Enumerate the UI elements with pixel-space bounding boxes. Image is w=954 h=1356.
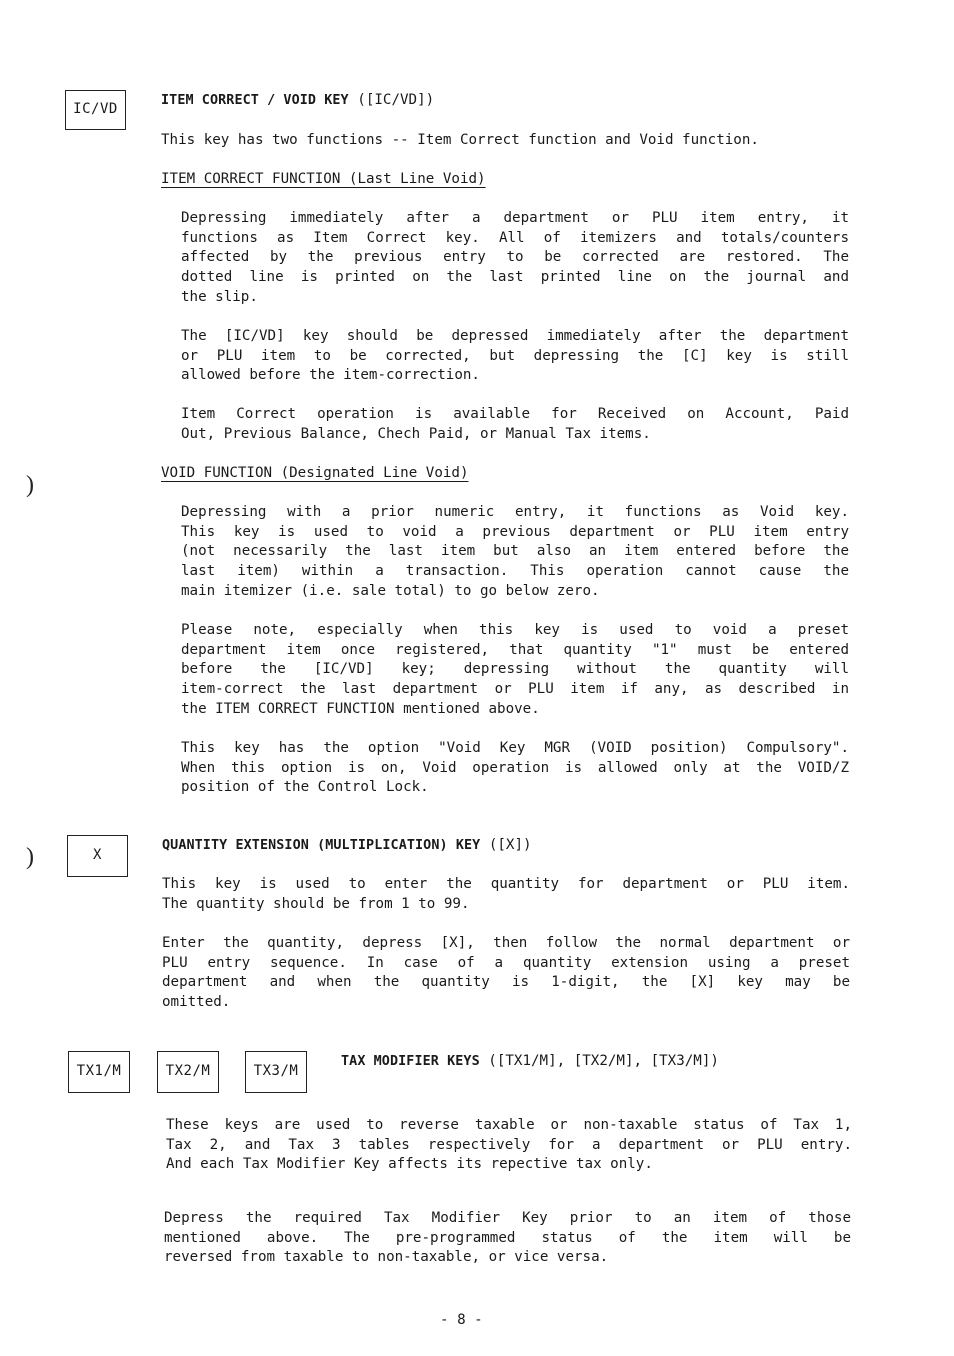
text-line: the slip. [181, 288, 258, 305]
x-key-box: X [67, 835, 128, 877]
ic-vd-key-box: IC/VD [65, 90, 126, 130]
tax-paragraph-2 [164, 1209, 851, 1268]
text-line: department and when the quantity is 1-digit, the [X] key may be [162, 974, 850, 991]
heading-key: ([TX1/M], [TX2/M], [TX3/M]) [479, 1053, 719, 1069]
text-line: When this option is on, Void operation is allowed only at the VOID/Z [181, 759, 849, 776]
void-paragraph-1 [181, 503, 849, 602]
margin-mark: ) [26, 844, 34, 870]
text-line: PLU entry sequence. In case of a quantity extension using a preset [162, 954, 850, 971]
tx1-key-box: TX1/M [68, 1051, 130, 1093]
tx3-key-box: TX3/M [245, 1051, 307, 1093]
text-line: This key is used to enter the quantity for department or PLU item. [162, 876, 850, 892]
text-line: Enter the quantity, depress [X], then follow the normal department or [162, 935, 850, 951]
page-number: - 8 - [440, 1312, 483, 1328]
text-line: before the [IC/VD] key; depressing without the quantity will [181, 661, 849, 678]
text-line: functions as Item Correct key. All of itemizers and totals/counters [181, 229, 849, 246]
item-correct-function-subheading: ITEM CORRECT FUNCTION (Last Line Void) [161, 171, 486, 187]
text-line: Depressing with a prior numeric entry, it functions as Void key. [181, 504, 849, 520]
quantity-paragraph-2 [162, 934, 850, 1013]
heading-title: ITEM CORRECT / VOID KEY [161, 93, 349, 108]
tax-modifier-heading [341, 1052, 719, 1072]
text-line: Out, Previous Balance, Chech Paid, or Manual Tax items. [181, 425, 651, 442]
text-line: This key is used to void a previous department or PLU item entry [181, 523, 849, 540]
text-line: omitted. [162, 994, 231, 1011]
text-line: The [IC/VD] key should be depressed immediately after the department [181, 328, 849, 344]
text-line: Depressing immediately after a department or PLU item entry, it [181, 210, 849, 226]
section1-intro: This key has two functions -- Item Correct function and Void function. [161, 132, 759, 148]
item-correct-paragraph-3 [181, 405, 849, 444]
text-line: department item once registered, that quantity "1" must be entered [181, 641, 849, 658]
item-correct-paragraph-1 [181, 209, 849, 308]
heading-title: QUANTITY EXTENSION (MULTIPLICATION) KEY [162, 838, 481, 853]
text-line: position of the Control Lock. [181, 779, 429, 796]
text-line: allowed before the item-correction. [181, 367, 480, 384]
text-line: mentioned above. The pre-programmed status of the item will be [164, 1229, 851, 1246]
text-line: Please note, especially when this key is used to void a preset [181, 622, 849, 638]
void-function-subheading: VOID FUNCTION (Designated Line Void) [161, 465, 469, 481]
void-paragraph-2 [181, 621, 849, 720]
text-line: The quantity should be from 1 to 99. [162, 895, 470, 912]
heading-key: ([IC/VD]) [348, 92, 435, 108]
text-line: reversed from taxable to non-taxable, or vice versa. [164, 1249, 609, 1266]
margin-mark: ) [26, 472, 34, 498]
text-line: These keys are used to reverse taxable or non-taxable status of Tax 1, [166, 1117, 852, 1133]
quantity-paragraph-1 [162, 875, 850, 914]
tx2-key-box: TX2/M [157, 1051, 219, 1093]
item-correct-paragraph-2 [181, 327, 849, 386]
text-line: the ITEM CORRECT FUNCTION mentioned above. [181, 700, 540, 717]
text-line: main itemizer (i.e. sale total) to go below zero. [181, 582, 600, 599]
text-line: Depress the required Tax Modifier Key prior to an item of those [164, 1210, 851, 1226]
text-line: This key has the option "Void Key MGR (VOID position) Compulsory". [181, 740, 849, 756]
heading-key: ([X]) [480, 837, 532, 853]
heading-title: TAX MODIFIER KEYS [341, 1054, 480, 1069]
void-paragraph-3 [181, 739, 849, 798]
text-line: dotted line is printed on the last printed line on the journal and [181, 269, 849, 286]
text-line: affected by the previous entry to be corrected are restored. The [181, 249, 849, 266]
text-line: or PLU item to be corrected, but depressing the [C] key is still [181, 347, 849, 364]
tax-paragraph-1 [166, 1116, 852, 1175]
text-line: (not necessarily the last item but also an item entered before the [181, 543, 849, 560]
text-line: Item Correct operation is available for Received on Account, Paid [181, 406, 849, 422]
quantity-extension-heading [162, 836, 532, 856]
item-correct-void-heading [161, 91, 434, 111]
text-line: item-correct the last department or PLU item if any, as described in [181, 681, 849, 698]
text-line: And each Tax Modifier Key affects its repective tax only. [166, 1156, 653, 1173]
text-line: last item) within a transaction. This operation cannot cause the [181, 563, 849, 580]
text-line: Tax 2, and Tax 3 tables respectively for a department or PLU entry. [166, 1136, 852, 1153]
